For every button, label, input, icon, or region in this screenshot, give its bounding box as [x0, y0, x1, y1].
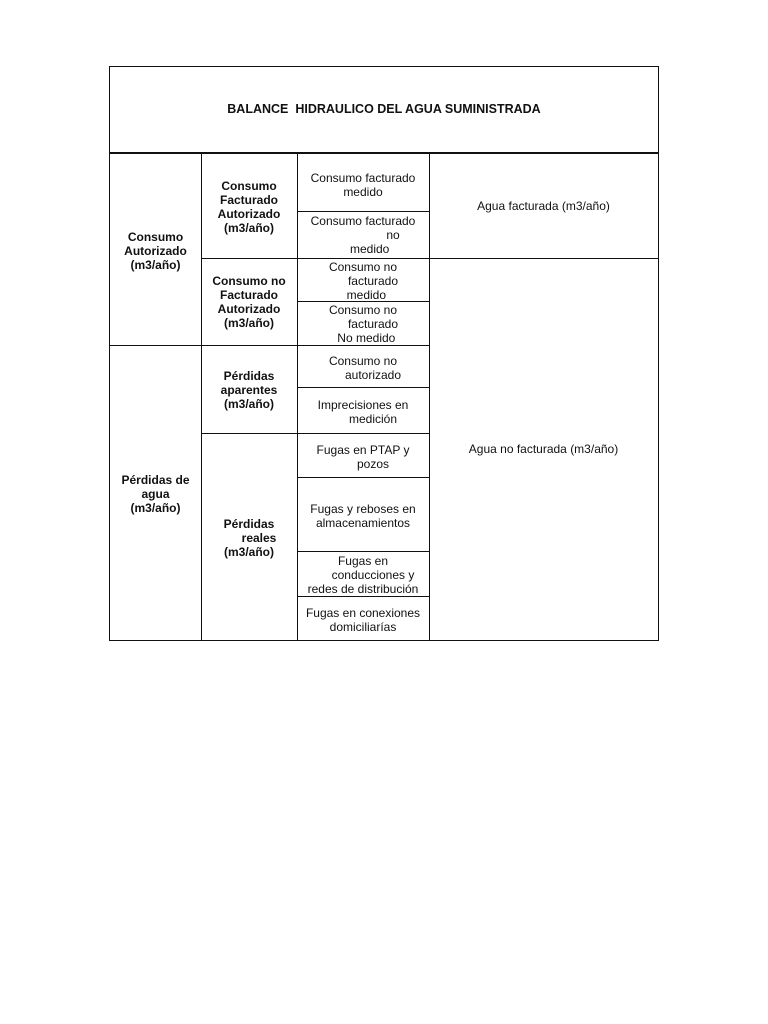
- cell-consumo-no-facturado-autorizado: Consumo no Facturado Autorizado (m3/año): [212, 274, 286, 330]
- cell-consumo-facturado-autorizado: Consumo Facturado Autorizado (m3/año): [217, 179, 281, 235]
- col-divider-3: [429, 154, 430, 641]
- cell-imprecisiones-medicion: Imprecisiones en medición: [317, 398, 409, 426]
- col3-row-divider-5: [297, 387, 429, 388]
- col3-row-divider-6: [297, 433, 429, 434]
- cell-perdidas-de-agua: Pérdidas de agua (m3/año): [121, 473, 190, 515]
- col3-row-divider-8: [297, 551, 429, 552]
- cell-fugas-ptap-pozos: Fugas en PTAP y pozos: [316, 443, 410, 471]
- col1-row-divider: [110, 345, 201, 346]
- water-balance-table: [109, 66, 659, 641]
- cell-consumo-no-autorizado: Consumo no autorizado: [328, 354, 402, 382]
- table-header: [110, 67, 658, 154]
- cell-fugas-reboses-almacenamientos: Fugas y reboses en almacenamientos: [310, 502, 416, 530]
- cell-fugas-conducciones-redes: Fugas en conducciones y redes de distribución: [307, 554, 419, 596]
- cell-agua-no-facturada: Agua no facturada (m3/año): [468, 442, 619, 456]
- col3-row-divider-7: [297, 477, 429, 478]
- col3-row-divider-9: [297, 596, 429, 597]
- col2-row-divider-2: [201, 345, 297, 346]
- col3-row-divider-2: [297, 258, 429, 259]
- col3-row-divider-1: [297, 211, 429, 212]
- col4-row-divider: [429, 258, 658, 259]
- col2-row-divider-1: [201, 258, 297, 259]
- cell-consumo-autorizado: Consumo Autorizado (m3/año): [124, 230, 187, 272]
- cell-perdidas-aparentes: Pérdidas aparentes (m3/año): [220, 369, 278, 411]
- cell-consumo-no-facturado-medido: Consumo no facturado medido: [328, 260, 399, 302]
- col3-row-divider-4: [297, 345, 429, 346]
- cell-consumo-facturado-no-medido: Consumo facturado no medido: [310, 214, 416, 256]
- cell-agua-facturada: Agua facturada (m3/año): [477, 199, 610, 213]
- table-title: BALANCE HIDRAULICO DEL AGUA SUMINISTRADA: [227, 102, 541, 116]
- cell-consumo-no-facturado-no-medido: Consumo no facturado No medido: [328, 303, 399, 345]
- cell-perdidas-reales: Pérdidas reales (m3/año): [223, 517, 277, 559]
- cell-fugas-conexiones-domiciliarias: Fugas en conexiones domiciliarías: [305, 606, 421, 634]
- col2-row-divider-3: [201, 433, 297, 434]
- cell-consumo-facturado-medido: Consumo facturado medido: [310, 171, 416, 199]
